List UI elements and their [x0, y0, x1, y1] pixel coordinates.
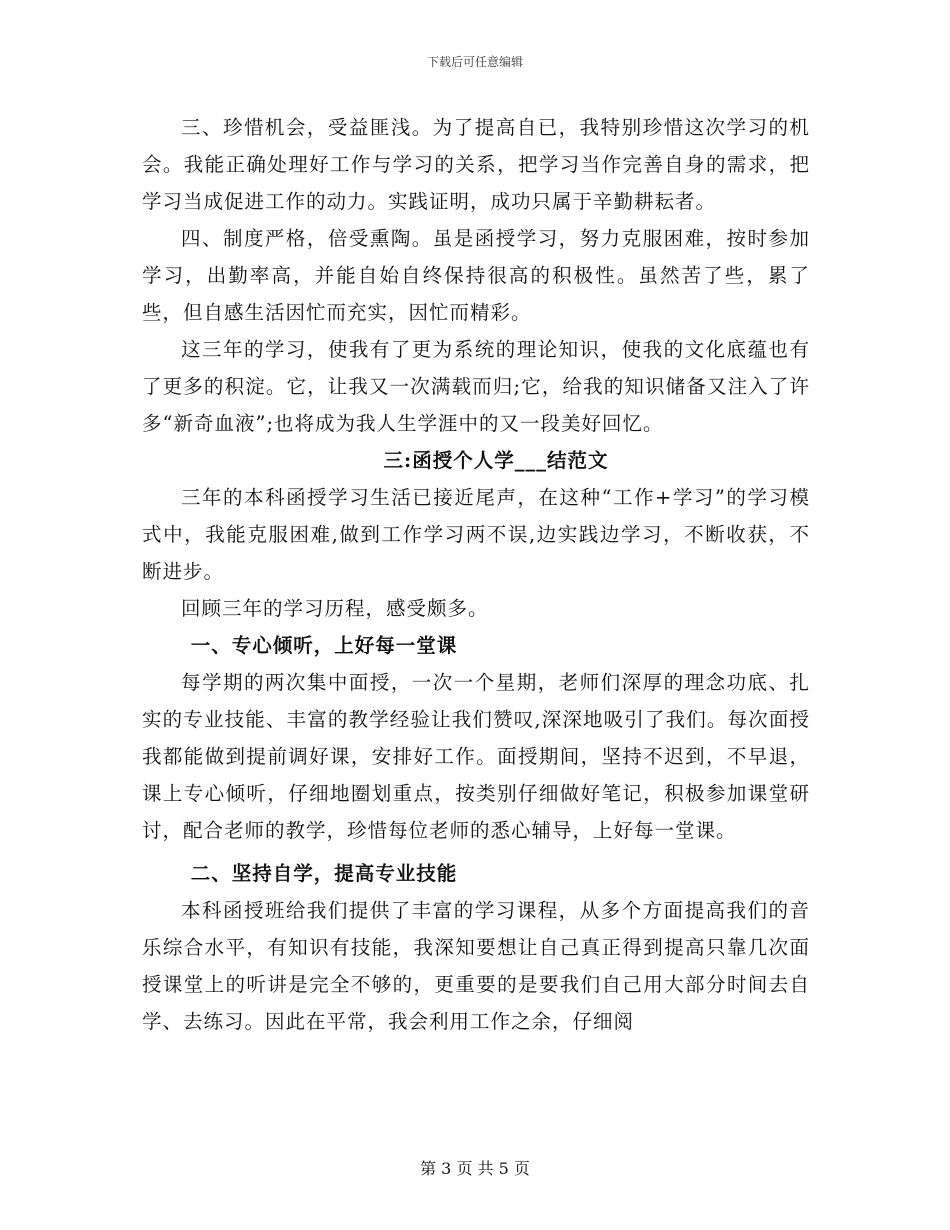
- paragraph-review: 回顾三年的学习历程，感受颇多。: [181, 597, 489, 620]
- paragraph-intro: 三年的本科函授学习生活已接近尾声，在这种“工作+学习”的学习模式中，我能克服困难,做到工作学习两不误,边实践边学习，不断收获，不断进步。: [142, 486, 810, 583]
- paragraph-cherish-opportunity: 三、珍惜机会，受益匪浅。为了提高自已，我特别珍惜这次学习的机会。我能正确处理好工作与学习的关系，把学习当作完善自身的需求，把学习当成促进工作的动力。实践证明，成功只属于辛勤耕耘者。: [142, 116, 810, 213]
- paragraph-three-years-summary: 这三年的学习，使我有了更为系统的理论知识，使我的文化底蕴也有了更多的积淀。它，让我又一次满载而归;它，给我的知识储备又注入了许多“新奇血液”;也将成为我人生学涯中的又一段美好回忆。: [142, 338, 810, 435]
- section-title: 三:函授个人学___结范文: [383, 449, 609, 472]
- document-body: [142, 109, 810, 1040]
- page-number: 第 3 页 共 5 页: [420, 1159, 530, 1178]
- heading-listen-carefully: 一、专心倾听，上好每一堂课: [190, 634, 458, 657]
- page-header-note: 下载后可任意编辑: [426, 55, 523, 69]
- paragraph-self-study: 本科函授班给我们提供了丰富的学习课程，从多个方面提高我们的音乐综合水平，有知识有技能，我深知要想让自己真正得到提高只靠几次面授课堂上的听讲是完全不够的，更重要的是要我们自己用大部分时间去自学、去练习。因此在平常，我会利用工作之余，仔细阅: [142, 899, 810, 1033]
- paragraph-strict-system: 四、制度严格，倍受熏陶。虽是函授学习，努力克服困难，按时参加学习，出勤率高，并能自始自终保持很高的积极性。虽然苦了些，累了些，但自感生活因忙而充实，因忙而精彩。: [142, 227, 810, 324]
- paragraph-face-to-face-lessons: 每学期的两次集中面授，一次一个星期，老师们深厚的理念功底、扎实的专业技能、丰富的教学经验让我们赞叹,深深地吸引了我们。每次面授我都能做到提前调好课，安排好工作。面授期间，坚持不迟到，不早退，课上专心倾听，仔细地圈划重点，按类别仔细做好笔记，积极参加课堂研讨，配合老师的教学，珍惜每位老师的悉心辅导，上好每一堂课。: [142, 671, 810, 842]
- heading-self-study: 二、坚持自学，提高专业技能: [190, 862, 458, 885]
